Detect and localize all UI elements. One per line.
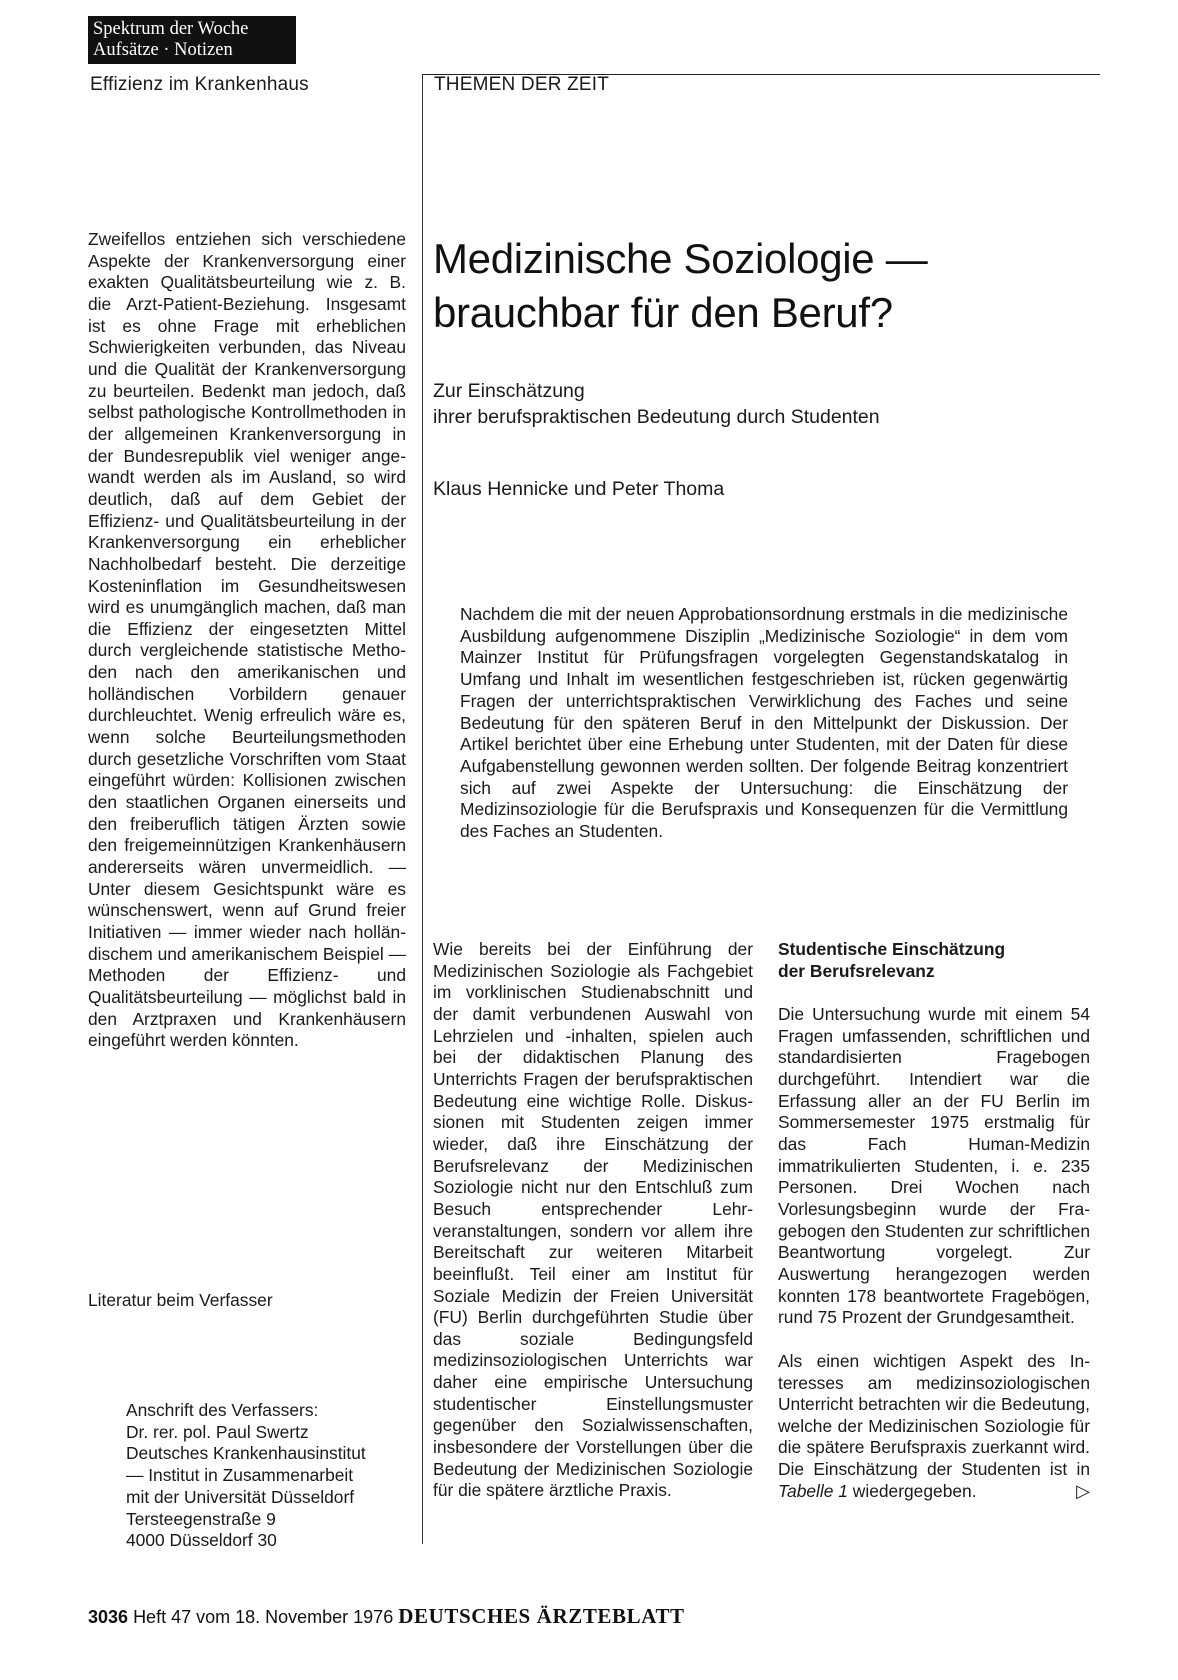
header-rule: [423, 74, 1100, 75]
paragraph-text: Als einen wichtigen Aspekt des Interesses am medizinsoziologischen Unterricht betrachten wir die Bedeutung, welche der Medizinischen Soziologie für die spätere Berufspraxis zuerkannt wird. Die Einschätzung der Studenten ist in: [778, 1350, 1090, 1480]
title-line-1: Medizinische Soziologie —: [433, 235, 928, 282]
badge-line-2: Aufsätze · Notizen: [93, 40, 233, 60]
subheading: [778, 939, 1090, 982]
article-abstract: [460, 604, 1068, 843]
table-reference: Tabelle 1: [778, 1480, 848, 1501]
issue-info: Heft 47 vom 18. November 1976: [133, 1607, 394, 1627]
article-title: [433, 232, 1093, 340]
left-column-text: [88, 229, 406, 1052]
address-line: Tersteegenstraße 9: [126, 1508, 276, 1529]
magazine-name: DEUTSCHES ÄRZTEBLATT: [398, 1604, 685, 1628]
literature-note: Literatur beim Verfasser: [88, 1290, 273, 1310]
middle-column-paragraph: Wie bereits bei der Einführung der Medizinischen Soziologie als Fachgebiet im vorklinischen Studienabschnitt und der damit verbundenen Auswahl von Lehrzielen und -inhalten, spielen auch bei der didaktischen Planung des Unterrichts Fragen der berufspraktischen Bedeutung eine wichtige Rolle. Diskussionen mit Studenten zeigen immer wieder, daß ihre Einschätzung der Berufsrelevanz der Medizinischen Soziologie nicht nur den Entschluß zum Besuch entsprechender Lehrveranstaltungen, sondern vor allem ihre Bereitschaft zur weiteren Mitarbeit beeinflußt. Teil einer am Institut für Soziale Medizin der Freien Universität (FU) Berlin durchgeführten Studie über das soziale Bedingungsfeld medizinsoziologischen Unterrichts war daher eine empirische Untersuchung studentischer Einstellungsmuster gegenüber den Sozialwissenschaften, insbesondere der Vorstellungen über die Bedeutung der Medizinischen Soziologie für die spätere ärztliche Praxis.: [433, 939, 753, 1501]
address-line: — Institut in Zusammenarbeit: [126, 1465, 354, 1486]
page-number: 3036: [88, 1607, 129, 1627]
article-subtitle: [433, 378, 880, 430]
page-footer: [88, 1604, 685, 1629]
continue-arrow-icon: ▷: [1076, 1480, 1090, 1501]
section-label-right: THEMEN DER ZEIT: [434, 74, 610, 95]
paragraph-text: wiedergegeben.: [847, 1480, 977, 1501]
address-line: 4000 Düsseldorf 30: [126, 1530, 277, 1551]
address-line: Dr. rer. pol. Paul Swertz: [126, 1421, 309, 1442]
author-address: [126, 1400, 366, 1552]
address-line: Deutsches Krankenhausinstitut: [126, 1443, 366, 1464]
subheading-line-1: Studentische Einschätzung: [778, 939, 1006, 959]
section-badge: [88, 16, 296, 64]
left-column-paragraph: Zweifellos entziehen sich verschiedene Aspekte der Krankenversorgung einer exakten Qualitätsbeurteilung wie z. B. die Arzt-Patient-Beziehung. Insgesamt ist es ohne Frage mit erheblichen Schwierigkeiten verbunden, das Niveau und die Qualität der Krankenversorgung zu beurteilen. Bedenkt man jedoch, daß selbst pathologische Kontrollmethoden in der allgemeinen Krankenversorgung in der Bundesrepublik viel weniger angewandt werden als im Ausland, so wird deutlich, daß auf dem Gebiet der Effizienz- und Qualitätsbeurteilung in der Krankenversorgung ein erheblicher Nachholbedarf besteht. Die derzeitige Kosteninflation im Gesundheitswesen wird es unumgänglich machen, daß man die Effizienz der eingesetzten Mittel durch vergleichende statistische Methoden nach den amerikanischen und holländischen Vorbildern genauer durchleuchtet. Wenig erfreulich wäre es, wenn solche Beurteilungsmethoden durch gesetzliche Vorschriften vom Staat eingeführt würden: Kollisionen zwischen den staatlichen Organen einerseits und den freiberuflich tätigen Ärzten sowie den freigemeinnützigen Krankenhäusern andererseits wären unvermeidlich. — Unter diesem Gesichtspunkt wäre es wünschenswert, wenn auf Grund freier Initiativen — immer wieder nach holländischem und amerikanischem Beispiel — Methoden der Effizienz- und Qualitätsbeurteilung — möglichst bald in den Arztpraxen und Krankenhäusern eingeführt werden könnten.: [88, 229, 406, 1051]
subtitle-line-1: Zur Einschätzung: [433, 380, 585, 402]
title-line-2: brauchbar für den Beruf?: [433, 289, 893, 336]
column-divider: [422, 74, 423, 1544]
right-column-paragraph-2: [778, 1351, 1090, 1503]
subtitle-line-2: ihrer berufspraktischen Bedeutung durch Studenten: [433, 406, 880, 428]
badge-line-1: Spektrum der Woche: [93, 19, 249, 39]
abstract-paragraph: Nachdem die mit der neuen Approbationsordnung erstmals in die medizinische Ausbildung aufgenommene Disziplin „Medizinische Soziologie“ in dem vom Mainzer Institut für Prüfungsfragen vorgelegten Gegenstandskatalog in Umfang und Inhalt im wesentlichen festgeschrieben ist, rücken gegenwärtig Fragen der unterrichtspraktischen Verwirklichung des Faches und seine Bedeutung für den späteren Beruf in den Mittelpunkt der Diskussion. Der Artikel berichtet über eine Erhebung unter Studenten, mit der Daten für diese Aufgabenstellung gewonnen werden sollten. Der folgende Beitrag konzentriert sich auf zwei Aspekte der Untersuchung: die Einschätzung der Medizinsoziologie für die Berufspraxis und Konsequenzen für die Vermittlung des Faches an Studenten.: [460, 604, 1068, 842]
right-column-text: [778, 939, 1090, 1502]
address-line: Anschrift des Verfassers:: [126, 1400, 319, 1420]
address-line: mit der Universität Düsseldorf: [126, 1486, 355, 1507]
section-label-left: Effizienz im Krankenhaus: [90, 74, 309, 95]
middle-column-text: [433, 939, 753, 1502]
subheading-line-2: der Berufsrelevanz: [778, 960, 935, 981]
article-authors: Klaus Hennicke und Peter Thoma: [433, 478, 725, 500]
right-column-paragraph-1: Die Untersuchung wurde mit einem 54 Fragen umfassenden, schriftlichen und standardisierten Fragebogen durchgeführt. Intendiert war die Erfassung aller an der FU Berlin im Sommersemester 1975 erstmalig für das Fach Human-Medizin immatrikulierten Studenten, i. e. 235 Personen. Drei Wochen nach Vorlesungsbeginn wurde der Fragebogen den Studenten zur schriftlichen Beantwortung vorgelegt. Zur Auswertung herangezogen werden konnten 178 beantwortete Fragebögen, rund 75 Prozent der Grundgesamtheit.: [778, 1004, 1090, 1328]
